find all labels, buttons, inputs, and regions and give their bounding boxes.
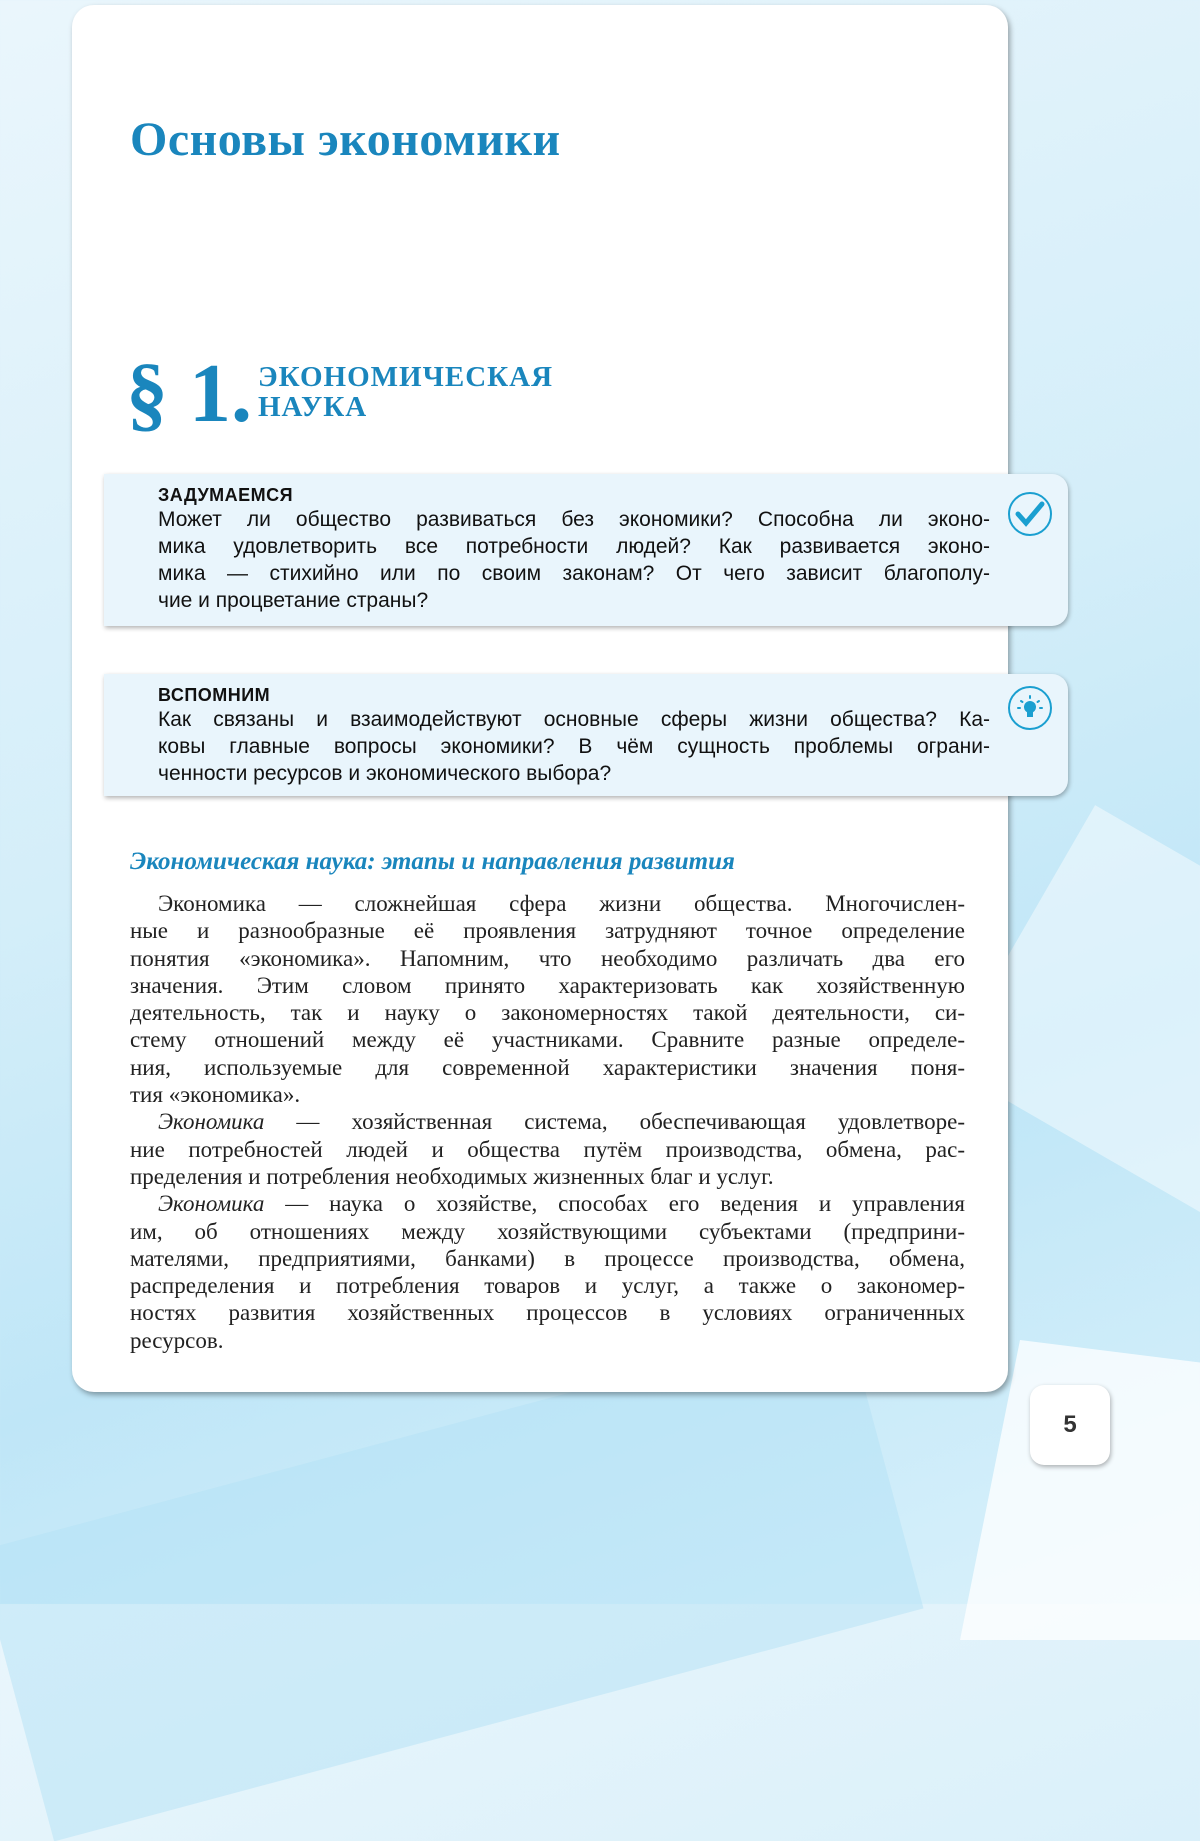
callout-think <box>104 474 1068 626</box>
text-line: ресурсов. <box>130 1327 224 1353</box>
term: Экономика <box>158 1109 265 1135</box>
callout-recall <box>104 674 1068 796</box>
text-line: распределения и потребления товаров и услуг, а также о закономер- <box>130 1273 965 1299</box>
term: Экономика <box>158 1191 265 1217</box>
callout-line: мика удовлетворить все потребности людей? Как развивается эконо- <box>158 535 990 558</box>
callout-line: ченности ресурсов и экономического выбора? <box>158 762 612 785</box>
callout-line: Как связаны и взаимодействуют основные сферы жизни общества? Ка- <box>158 708 990 731</box>
text-line: ностях развития хозяйственных процессов в условиях ограниченных <box>130 1300 965 1326</box>
text-line: им, об отношениях между хозяйствующими субъектами (предприни- <box>130 1218 965 1244</box>
text-line: деятельность, так и науку о закономерностях такой деятельности, си- <box>130 1000 965 1026</box>
callout-heading: ВСПОМНИМ <box>158 685 271 705</box>
callout-line: мика — стихийно или по своим законам? От чего зависит благополу- <box>158 562 990 585</box>
text-line: мателями, предприятиями, банками) в процессе производства, обмена, <box>130 1245 965 1271</box>
text-line: значения. Этим словом принято характеризовать как хозяйственную <box>130 972 965 998</box>
callout-line: чие и процветание страны? <box>158 589 429 612</box>
text-span: — хозяйственная система, обеспечивающая удовлетворе- <box>264 1109 965 1135</box>
text-line: ние потребностей людей и общества путём производства, обмена, рас- <box>130 1136 965 1162</box>
text-line: ные и разнообразные её проявления затрудняют точное определение <box>130 918 965 944</box>
section-title-line: ЭКОНОМИЧЕСКАЯ <box>258 361 554 393</box>
text-line: понятия «экономика». Напомним, что необходимо различать два его <box>130 945 965 971</box>
page-number: 5 <box>1030 1385 1110 1465</box>
text-line: тия «экономика». <box>130 1082 301 1108</box>
section-title <box>258 362 553 422</box>
subheading: Экономическая наука: этапы и направления развития <box>130 848 735 875</box>
chapter-title: Основы экономики <box>130 113 561 166</box>
text-line <box>130 1190 965 1217</box>
callout-line: Может ли общество развиваться без экономики? Способна ли эконо- <box>158 508 990 531</box>
body-text <box>130 890 965 1354</box>
section-title-line: НАУКА <box>258 391 368 423</box>
text-line <box>130 1108 965 1135</box>
text-line: ния, используемые для современной характеристики значения поня- <box>130 1054 965 1080</box>
text-line: пределения и потребления необходимых жизненных благ и услуг. <box>130 1163 774 1189</box>
callout-heading: ЗАДУМАЕМСЯ <box>158 485 294 505</box>
checkmark-icon <box>1008 492 1052 536</box>
text-line: стему отношений между её участниками. Сравните разные определе- <box>130 1027 965 1053</box>
text-span: — наука о хозяйстве, способах его ведения и управления <box>264 1191 965 1217</box>
section-number: § 1. <box>126 347 252 440</box>
lightbulb-icon <box>1008 686 1052 730</box>
callout-line: ковы главные вопросы экономики? В чём сущность проблемы ограни- <box>158 735 990 758</box>
text-line: Экономика — сложнейшая сфера жизни общества. Многочислен- <box>158 891 965 916</box>
background-shape <box>0 1319 923 1841</box>
